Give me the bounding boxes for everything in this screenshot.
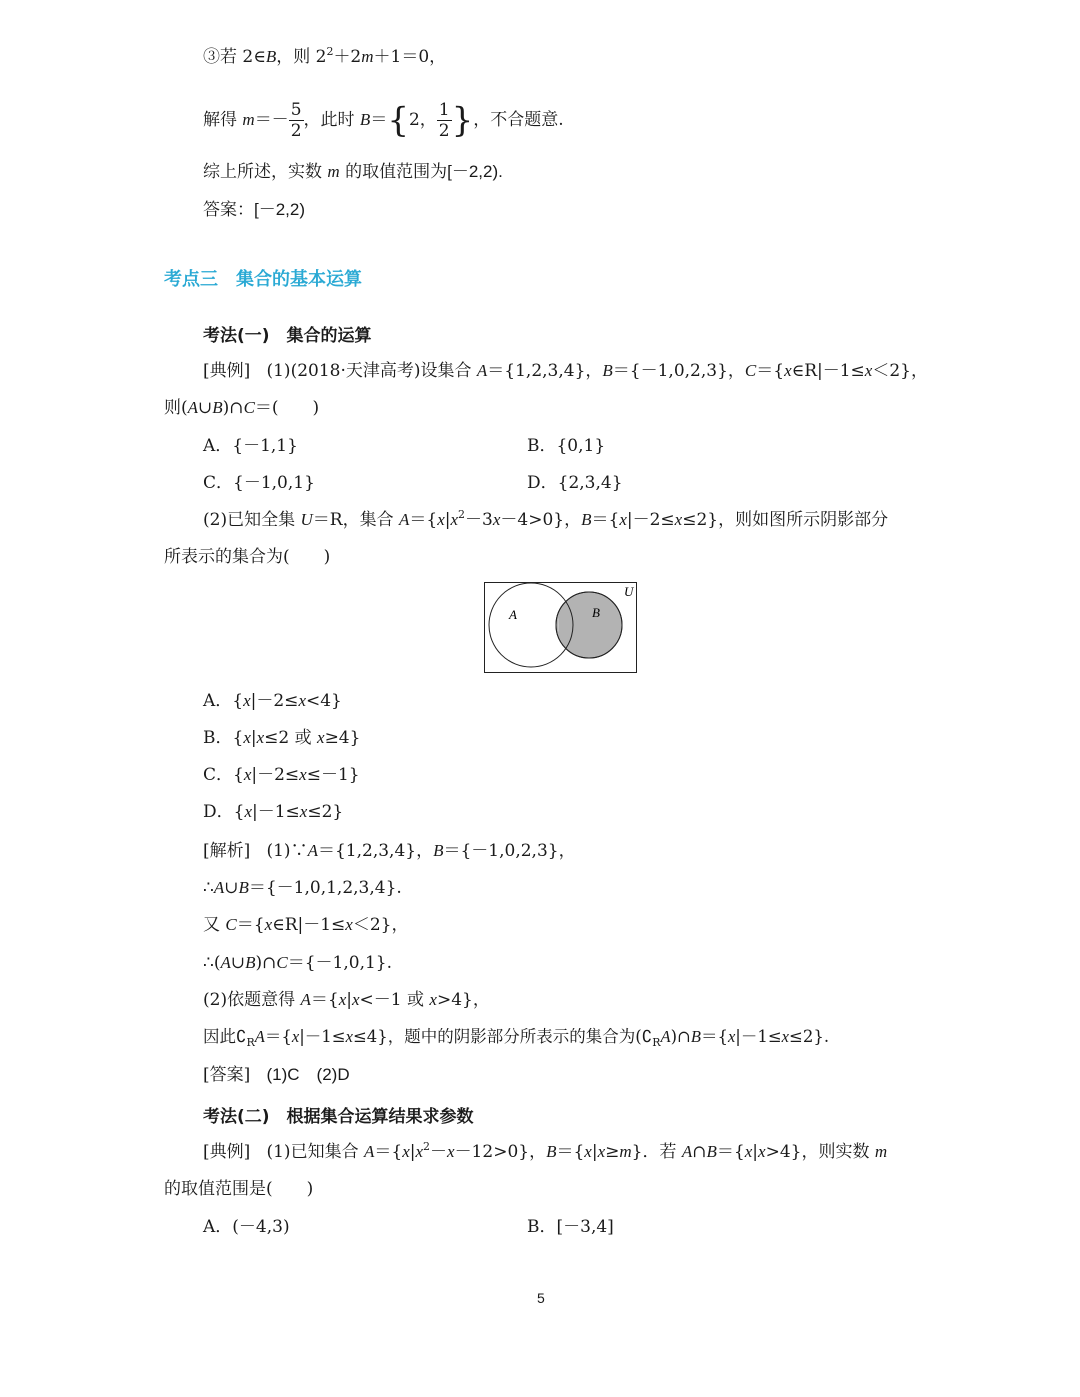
example2-line1: (2)已知全集 U＝R，集合 $A=\{x|x^2-3x-4>0\}$，B＝{x|－2≤x≤2}，则如图所示阴影部分 [203, 508, 889, 530]
method2-example-line2: 的取值范围是( ) [164, 1179, 314, 1199]
method1-title: 考法(一) 集合的运算 [203, 326, 372, 346]
option-b: B．{0,1} [527, 436, 606, 456]
method2-example-line1: [典例] (1)已知集合 $A=\{x|x^2-x-12>0\}$，B＝{x|x≥m}．若 A∩B＝{x|x>4}，则实数 m [203, 1140, 888, 1162]
solution-line5: (2)依题意得 A＝{x|x<－1 或 x>4}， [203, 990, 490, 1010]
venn-diagram [484, 582, 638, 674]
solve-line: 解得 m＝－ $\frac{5}{2}$ ，此时 B＝{2， $\frac{1}{2}$ }，不合题意. [203, 100, 564, 141]
option2-c: C．{x|－2≤x≤－1} [203, 765, 360, 785]
option-a: A．{－1,1} [203, 436, 298, 456]
example1-line2: 则(A∪B)∩C＝( ) [164, 398, 320, 418]
section-heading: 考点三 集合的基本运算 [164, 269, 362, 290]
answer-key-line: [答案] (1)C (2)D [203, 1065, 350, 1085]
solution-line1: [解析] (1)∵A＝{1,2,3,4}，B＝{－1,0,2,3}， [203, 841, 576, 861]
fraction-five-halves: $\frac{5}{2}$ [290, 100, 302, 141]
option-c: C．{－1,0,1} [203, 473, 315, 493]
case3-line: ③若 2∈B，则 $2^2+2m+1=0$， [203, 45, 447, 67]
option2-a: A．{x|－2≤x<4} [203, 691, 342, 711]
method2-option-b: B．[－3,4] [527, 1217, 614, 1237]
option-d: D．{2,3,4} [527, 473, 623, 493]
fraction-one-half: $\frac{1}{2}$ [438, 100, 450, 141]
example2-line2: 所表示的集合为( ) [164, 547, 331, 567]
solution-line6: 因此$∁_RA=\{x|-1\le x\le 4\}$，题中的阴影部分所表示的集合为$(∁_RA)\cap B=\{x|-1\le x\le 2\}$. [203, 1027, 830, 1049]
summary-line: 综上所述，实数 m 的取值范围为[－2,2). [203, 162, 503, 182]
page-number: 5 [537, 1290, 545, 1306]
label-b: B [592, 605, 600, 620]
solution-line4: ∴(A∪B)∩C＝{－1,0,1}. [203, 953, 393, 973]
option2-b: B．{x|x≤2 或 x≥4} [203, 728, 361, 748]
label-u: U [624, 584, 634, 599]
solution-line2: ∴A∪B＝{－1,0,1,2,3,4}. [203, 878, 402, 898]
option2-d: D．{x|－1≤x≤2} [203, 802, 344, 822]
method2-title: 考法(二) 根据集合运算结果求参数 [203, 1107, 474, 1127]
example1-line1: [典例] (1)(2018·天津高考)设集合 A＝{1,2,3,4}，B＝{－1,0,2,3}，C＝{x∈R|－1≤x＜2}， [203, 361, 928, 381]
label-a: A [509, 607, 517, 622]
answer-line: 答案：[－2,2) [203, 200, 306, 220]
solution-line3: 又 C＝{x∈R|－1≤x＜2}， [203, 915, 409, 935]
method2-option-a: A．(－4,3) [203, 1217, 290, 1237]
